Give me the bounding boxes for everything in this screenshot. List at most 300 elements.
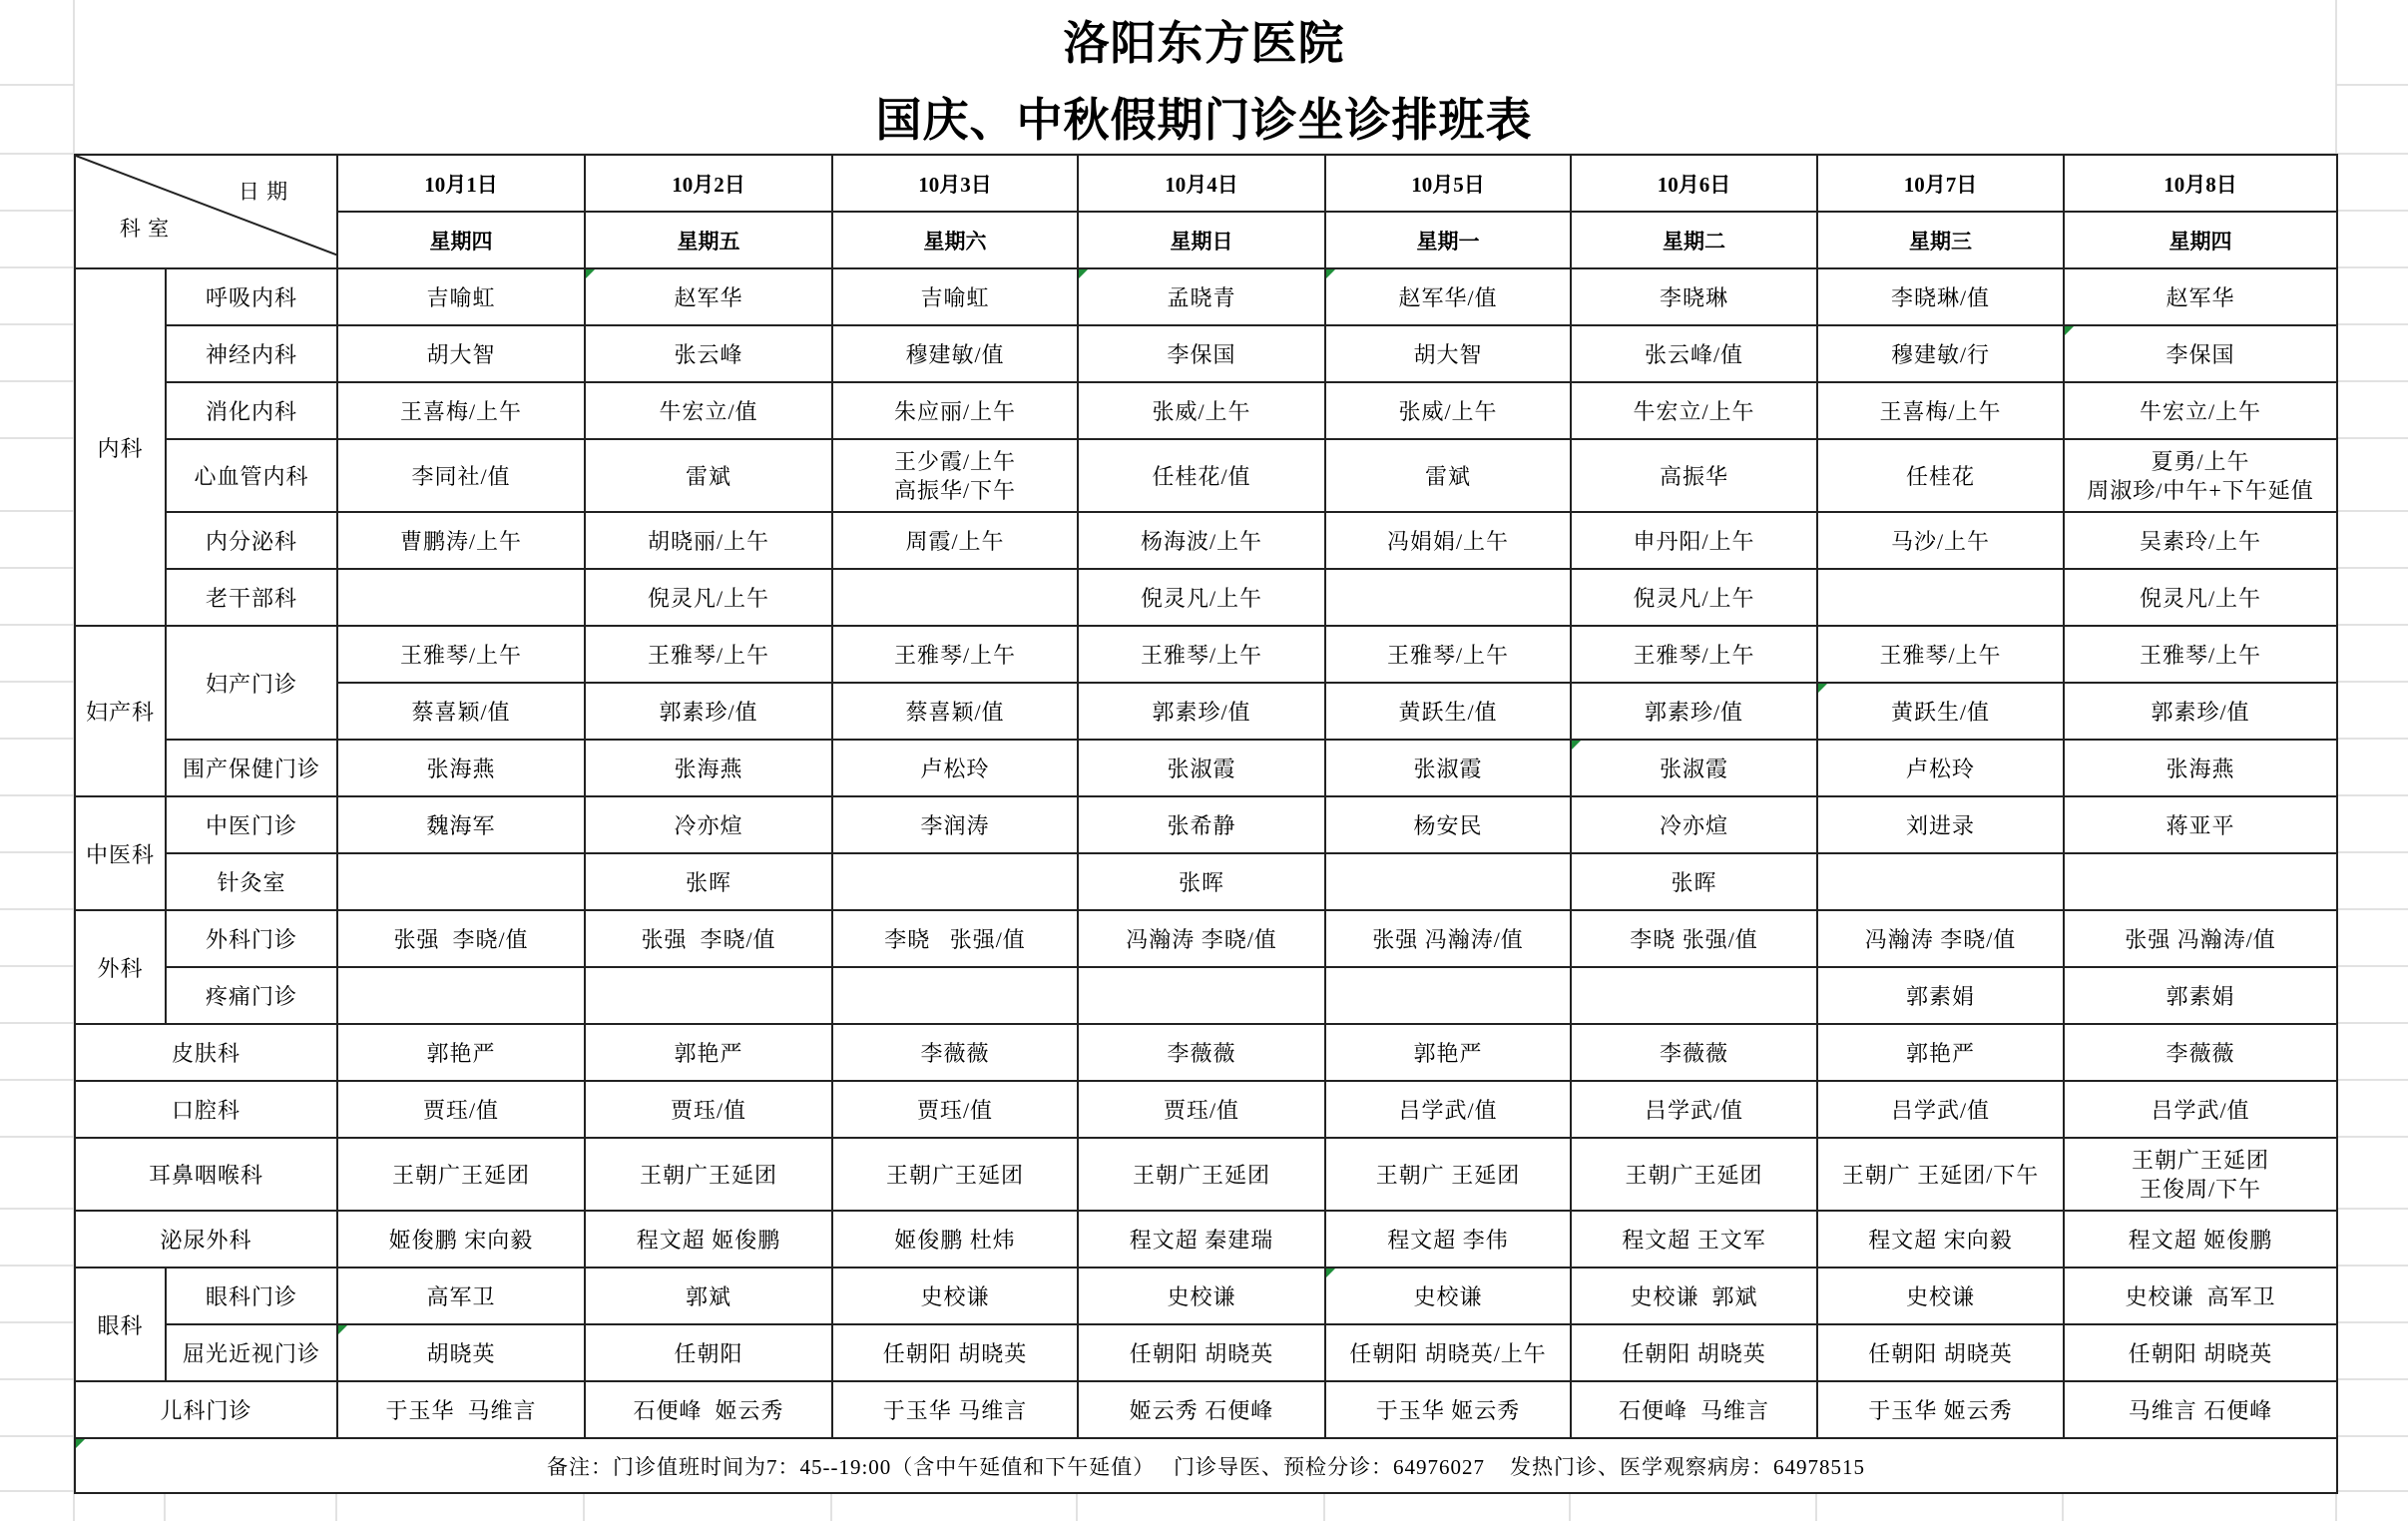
schedule-cell[interactable] <box>2064 439 2337 512</box>
cell-text: 贾珏/值 <box>916 1098 994 1123</box>
department-cell[interactable] <box>166 382 337 439</box>
schedule-cell[interactable] <box>1078 1381 1325 1438</box>
cell-text: 郭素珍/值 <box>659 700 758 725</box>
weekday-header[interactable]: 星期六 <box>832 212 1078 268</box>
schedule-cell[interactable] <box>1325 1324 1571 1381</box>
note-text: 备注：门诊值班时间为7：45--19:00（含中午延值和下午延值） 门诊导医、预检分诊：64976027 发热门诊、医学观察病房：64978515 <box>546 1454 1866 1479</box>
department-cell[interactable] <box>75 1138 337 1211</box>
cell-text: 杨安民 <box>1413 813 1483 838</box>
schedule-cell[interactable] <box>337 853 585 910</box>
schedule-cell[interactable] <box>2064 626 2337 683</box>
cell-text: 赵军华 <box>2166 285 2235 310</box>
schedule-cell[interactable] <box>1078 1081 1325 1138</box>
schedule-cell[interactable] <box>337 740 585 796</box>
schedule-cell[interactable] <box>337 268 585 325</box>
schedule-cell[interactable] <box>832 626 1078 683</box>
cell-text: 魏海军 <box>426 813 496 838</box>
schedule-cell[interactable] <box>1817 967 2064 1024</box>
schedule-cell[interactable] <box>1571 1024 1817 1081</box>
schedule-cell[interactable] <box>1078 1268 1325 1324</box>
schedule-table <box>74 154 2338 1494</box>
cell-text: 张晖 <box>1671 870 1717 895</box>
cell-text: 郭斌 <box>685 1284 731 1309</box>
cell-text: 卢松玲 <box>920 757 990 781</box>
schedule-cell[interactable] <box>1817 1211 2064 1268</box>
department-group-label: 外科 <box>97 955 144 981</box>
cell-text: 李保国 <box>1167 342 1236 367</box>
schedule-row <box>75 1381 2337 1438</box>
department-group-label: 妇产科 <box>85 700 155 725</box>
schedule-cell[interactable] <box>832 382 1078 439</box>
schedule-cell[interactable] <box>1078 569 1325 626</box>
schedule-cell[interactable] <box>2064 1211 2337 1268</box>
schedule-cell[interactable] <box>1325 796 1571 853</box>
schedule-row <box>75 796 2337 853</box>
schedule-cell[interactable] <box>2064 569 2337 626</box>
schedule-cell[interactable] <box>1817 512 2064 569</box>
cell-text: 任朝阳 <box>674 1341 743 1366</box>
schedule-cell[interactable] <box>1571 796 1817 853</box>
schedule-cell[interactable] <box>585 439 832 512</box>
schedule-cell[interactable] <box>337 910 585 967</box>
cell-text: 朱应丽/上午 <box>893 399 1017 424</box>
schedule-cell[interactable] <box>1817 796 2064 853</box>
schedule-cell[interactable] <box>1571 1324 1817 1381</box>
department-cell[interactable] <box>166 268 337 325</box>
department-cell[interactable] <box>166 796 337 853</box>
schedule-cell[interactable] <box>832 512 1078 569</box>
schedule-cell[interactable] <box>1325 1024 1571 1081</box>
department-cell[interactable] <box>75 1024 337 1081</box>
schedule-cell[interactable] <box>585 512 832 569</box>
schedule-cell[interactable] <box>1325 512 1571 569</box>
weekday-header[interactable]: 星期四 <box>2064 212 2337 268</box>
schedule-cell[interactable] <box>1325 853 1571 910</box>
schedule-row <box>75 626 2337 683</box>
schedule-cell[interactable] <box>1571 853 1817 910</box>
schedule-cell[interactable] <box>585 382 832 439</box>
cell-text: 倪灵凡/上午 <box>1140 586 1263 611</box>
cell-text: 倪灵凡/上午 <box>1633 586 1755 611</box>
department-cell[interactable] <box>166 569 337 626</box>
schedule-cell[interactable] <box>1078 1324 1325 1381</box>
schedule-cell[interactable] <box>1325 1081 1571 1138</box>
cell-text: 张强 李晓/值 <box>393 927 529 952</box>
schedule-cell[interactable] <box>1325 683 1571 740</box>
department-cell[interactable] <box>166 626 337 740</box>
date-header[interactable]: 10月8日 <box>2064 155 2337 212</box>
department-cell[interactable] <box>166 910 337 967</box>
cell-text: 任朝阳 胡晓英 <box>1622 1341 1766 1366</box>
schedule-cell[interactable] <box>1571 1268 1817 1324</box>
schedule-cell[interactable] <box>1817 325 2064 382</box>
weekday-header[interactable]: 星期一 <box>1325 212 1571 268</box>
cell-text: 王朝广王延团 <box>1132 1163 1270 1188</box>
department-label: 屈光近视门诊 <box>182 1341 320 1366</box>
schedule-cell[interactable] <box>832 569 1078 626</box>
cell-text: 任朝阳 胡晓英 <box>2128 1341 2273 1366</box>
schedule-cell[interactable] <box>1817 910 2064 967</box>
schedule-cell[interactable] <box>585 626 832 683</box>
schedule-cell[interactable] <box>585 683 832 740</box>
schedule-row <box>75 382 2337 439</box>
department-label: 神经内科 <box>205 342 297 367</box>
schedule-row <box>75 1081 2337 1138</box>
schedule-cell[interactable] <box>585 1268 832 1324</box>
schedule-cell[interactable] <box>832 967 1078 1024</box>
department-label: 皮肤科 <box>171 1041 241 1066</box>
schedule-cell[interactable] <box>1325 967 1571 1024</box>
weekday-header[interactable]: 星期三 <box>1817 212 2064 268</box>
schedule-cell[interactable] <box>832 683 1078 740</box>
schedule-cell[interactable] <box>1571 1381 1817 1438</box>
department-group-label: 内科 <box>97 435 144 461</box>
cell-text: 郭素珍/值 <box>2151 700 2250 725</box>
schedule-cell[interactable] <box>1817 382 2064 439</box>
date-header[interactable]: 10月3日 <box>832 155 1078 212</box>
cell-line: 王俊周/下午 <box>2139 1176 2262 1202</box>
department-group-cell[interactable] <box>75 910 166 1024</box>
schedule-cell[interactable] <box>1817 1268 2064 1324</box>
date-header[interactable]: 10月2日 <box>585 155 832 212</box>
schedule-cell[interactable] <box>1817 683 2064 740</box>
cell-text: 吕学武/值 <box>2151 1098 2250 1123</box>
cell-text: 李薇薇 <box>2166 1041 2235 1066</box>
cell-text: 王朝广王延团 <box>391 1163 530 1188</box>
schedule-cell[interactable] <box>1078 325 1325 382</box>
schedule-cell[interactable] <box>832 740 1078 796</box>
schedule-cell[interactable] <box>2064 683 2337 740</box>
cell-text: 吕学武/值 <box>1398 1098 1498 1123</box>
schedule-cell[interactable] <box>585 967 832 1024</box>
department-label: 疼痛门诊 <box>205 984 297 1009</box>
schedule-cell[interactable] <box>585 569 832 626</box>
schedule-cell[interactable] <box>2064 1024 2337 1081</box>
cell-text: 王雅琴/上午 <box>399 643 523 668</box>
schedule-body <box>75 268 2337 1438</box>
cell-text: 程文超 李伟 <box>1387 1228 1509 1253</box>
schedule-cell[interactable] <box>585 268 832 325</box>
department-cell[interactable] <box>166 740 337 796</box>
cell-text: 胡大智 <box>426 342 496 367</box>
date-header[interactable]: 10月4日 <box>1078 155 1325 212</box>
schedule-cell[interactable] <box>832 910 1078 967</box>
department-label: 老干部科 <box>205 586 297 611</box>
schedule-cell[interactable] <box>337 1324 585 1381</box>
error-indicator-icon <box>1079 269 1088 278</box>
cell-text: 史校谦 <box>1413 1284 1483 1309</box>
date-header[interactable]: 10月7日 <box>1817 155 2064 212</box>
cell-text: 吉喻虹 <box>920 285 990 310</box>
cell-text: 牛宏立/上午 <box>1633 399 1755 424</box>
cell-text: 李薇薇 <box>1659 1041 1728 1066</box>
cell-text: 刘进录 <box>1905 813 1975 838</box>
schedule-cell[interactable] <box>2064 512 2337 569</box>
schedule-cell[interactable] <box>1078 740 1325 796</box>
schedule-cell[interactable] <box>1078 853 1325 910</box>
schedule-cell[interactable] <box>337 382 585 439</box>
schedule-cell[interactable] <box>2064 1138 2337 1211</box>
schedule-cell[interactable] <box>585 1211 832 1268</box>
cell-text: 王喜梅/上午 <box>399 399 523 424</box>
note-cell[interactable] <box>75 1438 2337 1493</box>
schedule-cell[interactable] <box>337 1381 585 1438</box>
schedule-cell[interactable] <box>585 910 832 967</box>
schedule-cell[interactable] <box>1817 569 2064 626</box>
schedule-cell[interactable] <box>1571 1138 1817 1211</box>
cell-text: 贾珏/值 <box>1163 1098 1240 1123</box>
schedule-cell[interactable] <box>337 325 585 382</box>
schedule-cell[interactable] <box>2064 1381 2337 1438</box>
schedule-cell[interactable] <box>832 796 1078 853</box>
schedule-cell[interactable] <box>2064 268 2337 325</box>
schedule-cell[interactable] <box>832 853 1078 910</box>
schedule-cell[interactable] <box>1078 512 1325 569</box>
schedule-cell[interactable] <box>1817 853 2064 910</box>
schedule-cell[interactable] <box>2064 853 2337 910</box>
schedule-cell[interactable] <box>1325 569 1571 626</box>
schedule-cell[interactable] <box>1571 439 1817 512</box>
cell-text: 任朝阳 胡晓英 <box>882 1341 1028 1366</box>
schedule-cell[interactable] <box>1817 268 2064 325</box>
schedule-cell[interactable] <box>337 439 585 512</box>
schedule-cell[interactable] <box>2064 740 2337 796</box>
cell-text: 贾珏/值 <box>422 1098 500 1123</box>
schedule-cell[interactable] <box>1078 1211 1325 1268</box>
corner-header-cell[interactable] <box>75 155 337 268</box>
department-cell[interactable] <box>166 967 337 1024</box>
schedule-cell[interactable] <box>337 1211 585 1268</box>
schedule-cell[interactable] <box>585 1081 832 1138</box>
cell-text: 李薇薇 <box>1167 1041 1236 1066</box>
schedule-cell[interactable] <box>337 1138 585 1211</box>
cell-text: 高振华 <box>1659 464 1728 489</box>
schedule-cell[interactable] <box>585 1324 832 1381</box>
schedule-cell[interactable] <box>1571 382 1817 439</box>
schedule-cell[interactable] <box>832 325 1078 382</box>
department-cell[interactable] <box>166 853 337 910</box>
cell-text: 程文超 王文军 <box>1622 1228 1766 1253</box>
schedule-cell[interactable] <box>1817 439 2064 512</box>
schedule-cell[interactable] <box>585 796 832 853</box>
cell-text: 王雅琴/上午 <box>1633 643 1755 668</box>
schedule-cell[interactable] <box>1817 1081 2064 1138</box>
schedule-cell[interactable] <box>832 439 1078 512</box>
hospital-title: 洛阳东方医院 <box>1063 17 1345 69</box>
schedule-cell[interactable] <box>832 1138 1078 1211</box>
department-label: 口腔科 <box>171 1098 241 1123</box>
department-cell[interactable] <box>166 512 337 569</box>
schedule-cell[interactable] <box>1325 325 1571 382</box>
cell-line: 高振华/下午 <box>893 477 1017 503</box>
schedule-cell[interactable] <box>1571 910 1817 967</box>
schedule-cell[interactable] <box>1817 1381 2064 1438</box>
department-label: 消化内科 <box>205 399 297 424</box>
schedule-title: 国庆、中秋假期门诊坐诊排班表 <box>875 94 1533 146</box>
schedule-cell[interactable] <box>832 1381 1078 1438</box>
schedule-cell[interactable] <box>2064 1268 2337 1324</box>
schedule-cell[interactable] <box>1571 268 1817 325</box>
schedule-cell[interactable] <box>1571 967 1817 1024</box>
schedule-cell[interactable] <box>832 1024 1078 1081</box>
schedule-cell[interactable] <box>1817 1138 2064 1211</box>
schedule-cell[interactable] <box>1571 325 1817 382</box>
schedule-cell[interactable] <box>1078 626 1325 683</box>
department-group-cell[interactable] <box>75 796 166 910</box>
schedule-cell[interactable] <box>585 1381 832 1438</box>
schedule-cell[interactable] <box>337 796 585 853</box>
cell-text: 石便峰 马维言 <box>1618 1398 1769 1423</box>
schedule-cell[interactable] <box>832 268 1078 325</box>
weekday-header[interactable]: 星期二 <box>1571 212 1817 268</box>
schedule-cell[interactable] <box>1325 268 1571 325</box>
department-cell[interactable] <box>75 1381 337 1438</box>
department-group-cell[interactable] <box>75 626 166 796</box>
schedule-cell[interactable] <box>1817 1024 2064 1081</box>
schedule-cell[interactable] <box>1817 740 2064 796</box>
cell-text: 张强 冯瀚涛/值 <box>2125 927 2276 952</box>
schedule-cell[interactable] <box>1571 740 1817 796</box>
schedule-cell[interactable] <box>2064 1324 2337 1381</box>
schedule-cell[interactable] <box>1817 626 2064 683</box>
schedule-cell[interactable] <box>1325 439 1571 512</box>
department-group-cell[interactable] <box>75 268 166 626</box>
schedule-cell[interactable] <box>1325 910 1571 967</box>
cell-text: 王朝广王延团 <box>885 1163 1024 1188</box>
schedule-cell[interactable] <box>1325 626 1571 683</box>
cell-text: 任桂花/值 <box>1152 464 1251 489</box>
date-header[interactable]: 10月5日 <box>1325 155 1571 212</box>
cell-text: 李晓 张强/值 <box>1630 927 1758 952</box>
schedule-cell[interactable] <box>1078 268 1325 325</box>
schedule-cell[interactable] <box>337 1024 585 1081</box>
schedule-cell[interactable] <box>1325 1211 1571 1268</box>
schedule-cell[interactable] <box>337 1268 585 1324</box>
schedule-cell[interactable] <box>1078 967 1325 1024</box>
schedule-cell[interactable] <box>337 683 585 740</box>
cell-text: 冯瀚涛 李晓/值 <box>1126 927 1277 952</box>
schedule-cell[interactable] <box>2064 796 2337 853</box>
cell-text: 李薇薇 <box>920 1041 990 1066</box>
schedule-cell[interactable] <box>1078 683 1325 740</box>
schedule-cell[interactable] <box>585 853 832 910</box>
schedule-cell[interactable] <box>337 1081 585 1138</box>
cell-text: 张云峰/值 <box>1644 342 1744 367</box>
schedule-cell[interactable] <box>337 967 585 1024</box>
schedule-cell[interactable] <box>1325 1138 1571 1211</box>
department-label: 内分泌科 <box>205 529 297 554</box>
schedule-cell[interactable] <box>1078 796 1325 853</box>
schedule-cell[interactable] <box>1078 1024 1325 1081</box>
cell-text: 雷斌 <box>685 464 731 489</box>
schedule-cell[interactable] <box>2064 325 2337 382</box>
cell-line: 夏勇/上午 <box>2151 448 2250 474</box>
cell-text: 李保国 <box>2166 342 2235 367</box>
department-label: 眼科门诊 <box>205 1284 297 1309</box>
schedule-cell[interactable] <box>1571 512 1817 569</box>
date-header[interactable]: 10月6日 <box>1571 155 1817 212</box>
schedule-cell[interactable] <box>585 740 832 796</box>
schedule-cell[interactable] <box>1078 439 1325 512</box>
schedule-cell[interactable] <box>1571 1211 1817 1268</box>
schedule-cell[interactable] <box>585 325 832 382</box>
schedule-cell[interactable] <box>1325 1268 1571 1324</box>
department-cell[interactable] <box>166 439 337 512</box>
department-label: 针灸室 <box>217 870 286 895</box>
department-group-cell[interactable] <box>75 1268 166 1381</box>
department-cell[interactable] <box>166 1324 337 1381</box>
schedule-cell[interactable] <box>1571 1081 1817 1138</box>
schedule-cell[interactable] <box>832 1211 1078 1268</box>
cell-text: 王雅琴/上午 <box>1386 643 1510 668</box>
cell-text: 郭艳严 <box>426 1041 496 1066</box>
cell-text: 郭素娟 <box>1905 984 1975 1009</box>
department-cell[interactable] <box>166 1268 337 1324</box>
schedule-cell[interactable] <box>337 626 585 683</box>
weekday-header[interactable]: 星期四 <box>337 212 585 268</box>
schedule-cell[interactable] <box>337 512 585 569</box>
cell-text: 史校谦 高军卫 <box>2125 1284 2276 1309</box>
department-cell[interactable] <box>75 1211 337 1268</box>
cell-text: 杨海波/上午 <box>1140 529 1263 554</box>
cell-text: 张海燕 <box>426 757 496 781</box>
schedule-cell[interactable] <box>1325 1381 1571 1438</box>
schedule-cell[interactable] <box>1571 626 1817 683</box>
schedule-cell[interactable] <box>1325 382 1571 439</box>
schedule-cell[interactable] <box>832 1081 1078 1138</box>
department-label: 耳鼻咽喉科 <box>148 1163 263 1188</box>
department-cell[interactable] <box>166 325 337 382</box>
schedule-cell[interactable] <box>337 569 585 626</box>
cell-text: 张云峰 <box>674 342 743 367</box>
cell-text: 冷亦煊 <box>674 813 743 838</box>
cell-line: 周淑珍/中午+下午延值 <box>2087 477 2314 503</box>
weekday-header[interactable]: 星期五 <box>585 212 832 268</box>
schedule-cell[interactable] <box>1817 1324 2064 1381</box>
cell-text: 吴素玲/上午 <box>2139 529 2262 554</box>
schedule-cell[interactable] <box>585 1024 832 1081</box>
schedule-cell[interactable] <box>832 1268 1078 1324</box>
cell-text: 张海燕 <box>674 757 743 781</box>
schedule-cell[interactable] <box>2064 1081 2337 1138</box>
schedule-cell[interactable] <box>1571 569 1817 626</box>
cell-text: 吕学武/值 <box>1890 1098 1991 1123</box>
cell-text: 孟晓青 <box>1167 285 1236 310</box>
date-header[interactable]: 10月1日 <box>337 155 585 212</box>
schedule-cell[interactable] <box>832 1324 1078 1381</box>
cell-text: 倪灵凡/上午 <box>2139 586 2262 611</box>
schedule-row <box>75 1324 2337 1381</box>
cell-text: 曹鹏涛/上午 <box>399 529 523 554</box>
schedule-cell[interactable] <box>2064 910 2337 967</box>
schedule-cell[interactable] <box>585 1138 832 1211</box>
cell-text: 任桂花 <box>1905 464 1975 489</box>
schedule-cell[interactable] <box>1078 1138 1325 1211</box>
cell-text: 赵军华/值 <box>1398 285 1498 310</box>
cell-line: 王少霞/上午 <box>893 448 1017 474</box>
weekday-header[interactable]: 星期日 <box>1078 212 1325 268</box>
schedule-cell[interactable] <box>1571 683 1817 740</box>
cell-text: 程文超 宋向毅 <box>1868 1228 2013 1253</box>
schedule-cell[interactable] <box>2064 967 2337 1024</box>
schedule-cell[interactable] <box>2064 382 2337 439</box>
cell-line: 王朝广王延团 <box>2131 1147 2269 1173</box>
schedule-cell[interactable] <box>1078 910 1325 967</box>
department-cell[interactable] <box>75 1081 337 1138</box>
cell-text: 李同社/值 <box>411 464 511 489</box>
schedule-cell[interactable] <box>1078 382 1325 439</box>
schedule-cell[interactable] <box>1325 740 1571 796</box>
